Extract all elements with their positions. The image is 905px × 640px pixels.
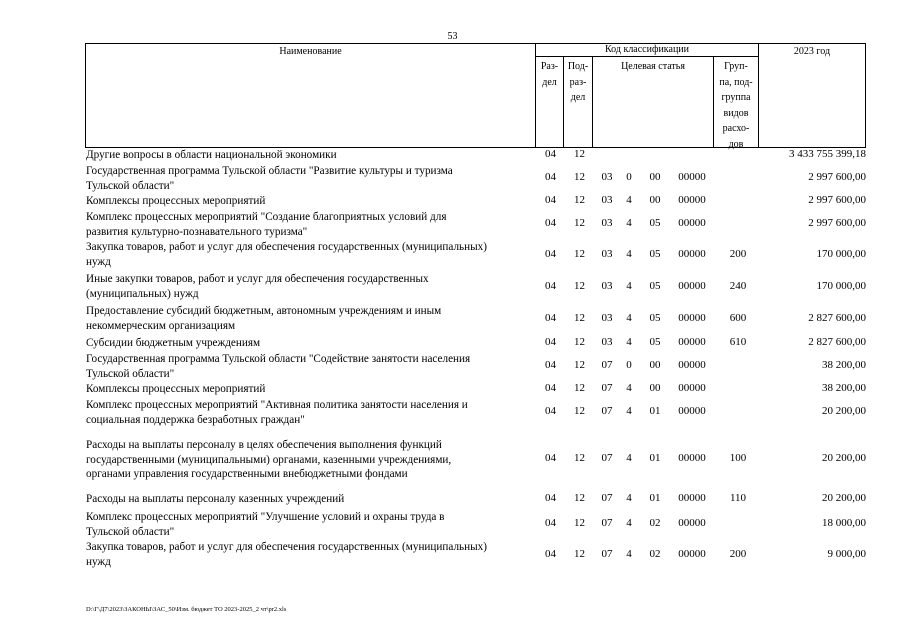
- cell-vid: 200: [729, 248, 747, 260]
- cell-dir: 4: [626, 405, 632, 417]
- table-row: [86, 492, 866, 510]
- cell-amount: 3 433 755 399,18: [789, 148, 866, 160]
- row-name: Государственная программа Тульской области "Содействие занятости населения Тульской области": [86, 353, 471, 380]
- cell-mer: 00: [649, 194, 661, 206]
- cell-mer: 02: [649, 517, 661, 529]
- cell-razdel: 04: [545, 452, 556, 464]
- row-name: Предоставление субсидий бюджетным, автономным учреждениям и иным некоммерческим организациям: [86, 305, 442, 332]
- cell-amount: 20 200,00: [822, 452, 866, 464]
- cell-mer: 02: [649, 548, 661, 560]
- row-name: Комплекс процессных мероприятий "Создание благоприятных условий для развития культурно-познавательного туризма": [86, 211, 447, 238]
- cell-prog: 07: [601, 517, 613, 529]
- cell-num: 00000: [678, 517, 706, 529]
- cell-amount: 18 000,00: [822, 517, 866, 529]
- row-name: Иные закупки товаров, работ и услуг для обеспечения государственных (муниципальных) нужд: [86, 273, 429, 300]
- cell-prog: 03: [601, 194, 613, 206]
- cell-podr: 12: [574, 280, 585, 292]
- cell-mer: 00: [649, 359, 661, 371]
- file-path: D:\Г\Д7\2023\ЗАКОНЫ\ЗАС_50\Изм. бюджет ТО 2023-2025_2 чт\pr2.xls: [86, 606, 287, 613]
- cell-podr: 12: [574, 517, 585, 529]
- cell-amount: 2 997 600,00: [808, 194, 866, 206]
- cell-razdel: 04: [545, 382, 556, 394]
- cell-vid: 110: [729, 492, 747, 504]
- row-name: Государственная программа Тульской области "Развитие культуры и туризма Тульской области": [86, 165, 453, 192]
- cell-mer: 01: [649, 405, 661, 417]
- header-target: Целевая статья: [592, 56, 714, 148]
- cell-mer: 05: [649, 217, 661, 229]
- header-group: Груп- па, под- группа видов расхо- дов: [713, 56, 759, 148]
- row-name: Другие вопросы в области национальной экономики: [86, 149, 337, 161]
- cell-num: 00000: [678, 492, 706, 504]
- cell-prog: 07: [601, 382, 613, 394]
- row-name: Расходы на выплаты персоналу в целях обеспечения выполнения функций государственными (муниципальными) органами, казенными учреждениями, органами управления государственными внебюджетными фондами: [86, 439, 452, 480]
- table-row: [86, 164, 866, 194]
- cell-dir: 4: [626, 312, 632, 324]
- cell-amount: 2 827 600,00: [808, 312, 866, 324]
- table-row: [86, 148, 866, 164]
- cell-num: 00000: [678, 171, 706, 183]
- table-row: [86, 352, 866, 382]
- cell-dir: 4: [626, 548, 632, 560]
- cell-mer: 05: [649, 336, 661, 348]
- cell-amount: 170 000,00: [816, 248, 866, 260]
- cell-dir: 4: [626, 217, 632, 229]
- cell-num: 00000: [678, 312, 706, 324]
- cell-num: 00000: [678, 359, 706, 371]
- cell-num: 00000: [678, 405, 706, 417]
- cell-num: 00000: [678, 217, 706, 229]
- cell-razdel: 04: [545, 492, 556, 504]
- cell-razdel: 04: [545, 194, 556, 206]
- cell-razdel: 04: [545, 148, 556, 160]
- cell-num: 00000: [678, 194, 706, 206]
- cell-prog: 07: [601, 405, 613, 417]
- cell-num: 00000: [678, 280, 706, 292]
- header-podrazdel: Под- раз- дел: [563, 56, 593, 148]
- table-row: [86, 398, 866, 428]
- cell-dir: 4: [626, 248, 632, 260]
- cell-dir: 4: [626, 452, 632, 464]
- cell-razdel: 04: [545, 280, 556, 292]
- cell-amount: 2 997 600,00: [808, 171, 866, 183]
- cell-podr: 12: [574, 336, 585, 348]
- cell-vid: 600: [729, 312, 747, 324]
- row-name: Комплексы процессных мероприятий: [86, 383, 266, 395]
- header-name: Наименование: [85, 43, 536, 148]
- cell-razdel: 04: [545, 517, 556, 529]
- cell-dir: 4: [626, 492, 632, 504]
- cell-prog: 03: [601, 280, 613, 292]
- cell-mer: 00: [649, 171, 661, 183]
- cell-amount: 38 200,00: [822, 382, 866, 394]
- cell-vid: 100: [729, 452, 747, 464]
- cell-dir: 4: [626, 336, 632, 348]
- cell-amount: 20 200,00: [822, 492, 866, 504]
- header-code: Код классификации: [535, 43, 759, 57]
- row-name: Расходы на выплаты персоналу казенных учреждений: [86, 493, 345, 505]
- cell-podr: 12: [574, 492, 585, 504]
- table-row: [86, 438, 866, 488]
- table-row: [86, 382, 866, 398]
- cell-num: 00000: [678, 336, 706, 348]
- table-row: [86, 336, 866, 352]
- header-razdel: Раз- дел: [535, 56, 564, 148]
- cell-podr: 12: [574, 148, 585, 160]
- cell-razdel: 04: [545, 312, 556, 324]
- cell-prog: 07: [601, 492, 613, 504]
- cell-vid: 200: [729, 548, 747, 560]
- cell-prog: 07: [601, 452, 613, 464]
- cell-podr: 12: [574, 171, 585, 183]
- cell-razdel: 04: [545, 248, 556, 260]
- cell-dir: 4: [626, 194, 632, 206]
- cell-prog: 07: [601, 359, 613, 371]
- cell-dir: 4: [626, 280, 632, 292]
- cell-num: 00000: [678, 452, 706, 464]
- cell-vid: 610: [729, 336, 747, 348]
- cell-prog: 03: [601, 248, 613, 260]
- cell-razdel: 04: [545, 359, 556, 371]
- table-row: [86, 194, 866, 210]
- cell-razdel: 04: [545, 548, 556, 560]
- header-year: 2023 год: [758, 43, 866, 148]
- cell-podr: 12: [574, 548, 585, 560]
- cell-prog: 03: [601, 336, 613, 348]
- cell-razdel: 04: [545, 336, 556, 348]
- cell-mer: 05: [649, 248, 661, 260]
- cell-num: 00000: [678, 248, 706, 260]
- row-name: Комплекс процессных мероприятий "Активная политика занятости населения и социальная поддержка безработных граждан": [86, 399, 468, 426]
- cell-podr: 12: [574, 382, 585, 394]
- cell-mer: 01: [649, 452, 661, 464]
- row-name: Комплекс процессных мероприятий "Улучшение условий и охраны труда в Тульской области": [86, 511, 445, 538]
- cell-razdel: 04: [545, 217, 556, 229]
- cell-podr: 12: [574, 359, 585, 371]
- table-row: [86, 210, 866, 240]
- cell-num: 00000: [678, 548, 706, 560]
- page-number: 53: [447, 31, 458, 42]
- row-name: Комплексы процессных мероприятий: [86, 195, 266, 207]
- cell-mer: 00: [649, 382, 661, 394]
- cell-num: 00000: [678, 382, 706, 394]
- cell-amount: 170 000,00: [816, 280, 866, 292]
- cell-podr: 12: [574, 217, 585, 229]
- cell-podr: 12: [574, 405, 585, 417]
- cell-amount: 38 200,00: [822, 359, 866, 371]
- cell-podr: 12: [574, 248, 585, 260]
- row-name: Субсидии бюджетным учреждениям: [86, 337, 261, 349]
- table-row: [86, 540, 866, 574]
- cell-podr: 12: [574, 312, 585, 324]
- cell-vid: 240: [729, 280, 747, 292]
- cell-podr: 12: [574, 452, 585, 464]
- cell-prog: 07: [601, 548, 613, 560]
- cell-amount: 20 200,00: [822, 405, 866, 417]
- table-header: [86, 44, 866, 148]
- cell-mer: 05: [649, 280, 661, 292]
- cell-dir: 0: [626, 171, 632, 183]
- cell-mer: 01: [649, 492, 661, 504]
- cell-dir: 0: [626, 359, 632, 371]
- cell-prog: 03: [601, 171, 613, 183]
- cell-prog: 03: [601, 217, 613, 229]
- table-row: [86, 272, 866, 304]
- row-name: Закупка товаров, работ и услуг для обеспечения государственных (муниципальных) нужд: [86, 241, 487, 268]
- cell-dir: 4: [626, 517, 632, 529]
- cell-amount: 9 000,00: [827, 548, 866, 560]
- table-row: [86, 510, 866, 540]
- cell-mer: 05: [649, 312, 661, 324]
- row-name: Закупка товаров, работ и услуг для обеспечения государственных (муниципальных) нужд: [86, 541, 487, 568]
- cell-amount: 2 997 600,00: [808, 217, 866, 229]
- cell-amount: 2 827 600,00: [808, 336, 866, 348]
- table-row: [86, 240, 866, 272]
- table-row: [86, 304, 866, 336]
- cell-razdel: 04: [545, 405, 556, 417]
- cell-podr: 12: [574, 194, 585, 206]
- cell-dir: 4: [626, 382, 632, 394]
- cell-razdel: 04: [545, 171, 556, 183]
- cell-prog: 03: [601, 312, 613, 324]
